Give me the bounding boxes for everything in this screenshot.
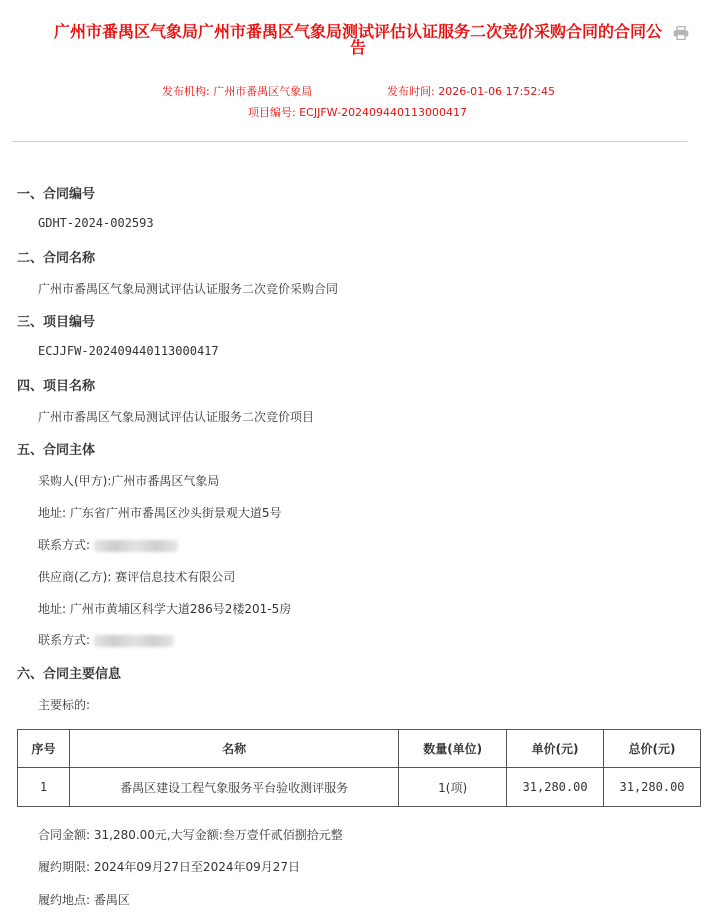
publisher-value: 广州市番禺区气象局	[213, 85, 313, 98]
project-name-value: 广州市番禺区气象局测试评估认证服务二次竞价项目	[38, 410, 315, 424]
section-contract-name-heading: 二、合同名称	[17, 251, 96, 266]
header-name: 名称	[69, 730, 398, 768]
performance-location: 履约地点: 番禺区	[38, 893, 130, 907]
project-number-label: 项目编号:	[248, 106, 296, 119]
publisher-meta	[162, 83, 312, 99]
header-unit-price: 单价(元)	[507, 730, 604, 768]
publish-time-meta	[387, 83, 555, 99]
buyer-contact	[38, 536, 178, 553]
section-contract-main-info-heading: 六、合同主要信息	[17, 667, 122, 682]
printer-icon[interactable]	[673, 26, 689, 40]
section-project-name-heading: 四、项目名称	[17, 379, 96, 394]
contract-amount: 合同金额: 31,280.00元,大写金额:叁万壹仟贰佰捌拾元整	[38, 828, 343, 842]
contract-name-value: 广州市番禺区气象局测试评估认证服务二次竞价采购合同	[38, 282, 339, 296]
project-number-value: ECJJFW-202409440113000417	[299, 106, 468, 119]
supplier-contact-redacted	[94, 635, 174, 647]
supplier-contact-label: 联系方式:	[38, 633, 91, 647]
header-index: 序号	[18, 730, 70, 768]
performance-period: 履约期限: 2024年09月27日至2024年09月27日	[38, 860, 301, 874]
table-row	[18, 768, 701, 807]
project-number-value-body: ECJJFW-202409440113000417	[38, 344, 219, 358]
main-subject-label: 主要标的:	[38, 698, 91, 712]
header-total-price: 总价(元)	[604, 730, 701, 768]
buyer-contact-label: 联系方式:	[38, 538, 91, 552]
section-contract-parties-heading: 五、合同主体	[17, 443, 96, 458]
cell-total-price: 31,280.00	[604, 768, 701, 807]
publish-time-value: 2026-01-06 17:52:45	[438, 85, 556, 98]
supplier-contact	[38, 631, 174, 648]
table-header-row	[18, 730, 701, 768]
section-project-number-heading: 三、项目编号	[17, 315, 96, 330]
page-title: 广州市番禺区气象局广州市番禺区气象局测试评估认证服务二次竞价采购合同的合同公告	[53, 22, 662, 57]
header-divider	[12, 141, 687, 142]
cell-name: 番禺区建设工程气象服务平台验收测评服务	[69, 768, 398, 807]
contract-number-value: GDHT-2024-002593	[38, 216, 154, 230]
cell-index: 1	[18, 768, 70, 807]
publish-time-label: 发布时间:	[387, 85, 435, 98]
project-number-meta	[248, 104, 467, 120]
buyer-contact-redacted	[94, 540, 178, 552]
cell-quantity: 1(项)	[399, 768, 507, 807]
buyer-address: 地址: 广东省广州市番禺区沙头街景观大道5号	[38, 506, 282, 520]
section-contract-number-heading: 一、合同编号	[17, 187, 96, 202]
supplier-address: 地址: 广州市黄埔区科学大道286号2楼201-5房	[38, 602, 292, 616]
buyer-info: 采购人(甲方):广州市番禺区气象局	[38, 474, 220, 488]
cell-unit-price: 31,280.00	[507, 768, 604, 807]
contract-items-table	[17, 729, 701, 807]
publisher-label: 发布机构:	[162, 85, 210, 98]
supplier-info: 供应商(乙方): 赛评信息技术有限公司	[38, 570, 236, 584]
header-quantity: 数量(单位)	[399, 730, 507, 768]
